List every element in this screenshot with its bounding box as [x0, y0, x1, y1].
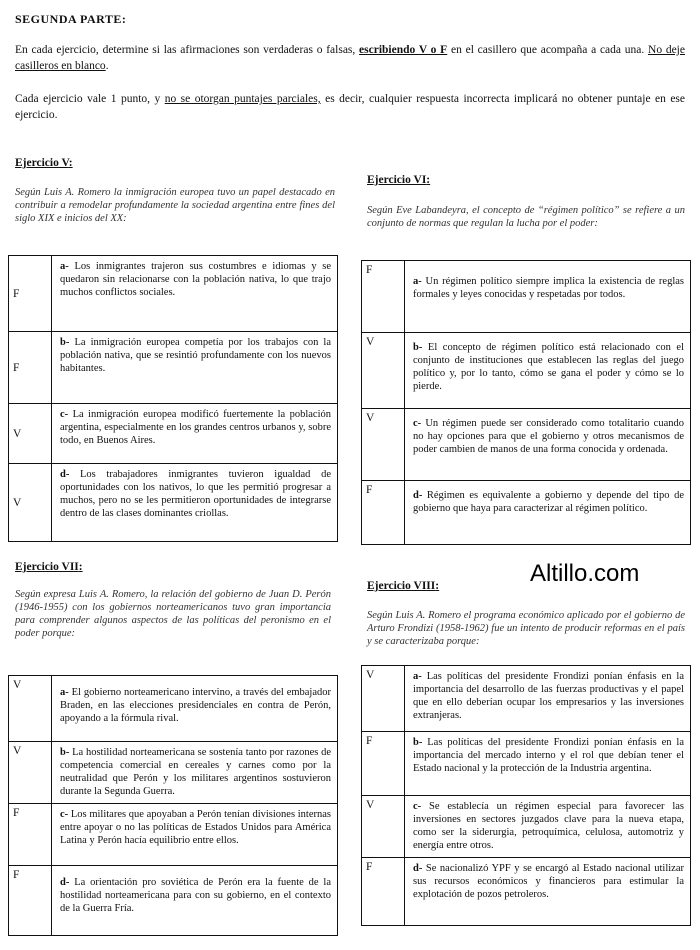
instr2-underlined: no se otorgan puntajes parciales, [164, 93, 321, 105]
statement-text: Los trabajadores inmigrantes tuvieron igualdad de oportunidades con los nativos, lo que les permitió progresar a muchos, pero no se les permitieron oportunidades de integrarse dentro de las clases dominantes criollas. [60, 469, 332, 519]
exercise-v-title-text: Ejercicio V [15, 157, 69, 169]
answer-box[interactable]: F [9, 332, 52, 404]
statement-letter: d- [60, 469, 70, 480]
statement-text: La inmigración europea competía por los trabajos con la población nativa, que se resintió profundamente con los nuevos habitantes. [60, 337, 332, 374]
answer-box[interactable]: V [9, 404, 52, 464]
answer-box[interactable]: F [9, 804, 52, 866]
statement [405, 333, 691, 409]
answer-box[interactable]: V [362, 796, 405, 858]
table-row [362, 409, 691, 481]
exercise-vi-title-text: Ejercicio VI [367, 174, 427, 186]
table-row [362, 481, 691, 545]
answer-box[interactable]: F [362, 858, 405, 926]
statement [405, 481, 691, 545]
exercise-v-description: Según Luis A. Romero la inmigración europea tuvo un papel destacado en contribuir a remodelar profundamente la sociedad argentina entre fines del siglo XIX e inicios del XX: [15, 187, 335, 224]
statement-text: Los inmigrantes trajeron sus costumbres e idiomas y se quedaron sin relacionarse con la población nativa, lo que trajo muchos conflictos sociales. [60, 261, 332, 298]
statement-letter: b- [60, 747, 70, 758]
table-row [362, 333, 691, 409]
statement [52, 256, 338, 332]
exercise-vi-title: Ejercicio VI: [367, 174, 431, 186]
statement-letter: a- [60, 687, 69, 698]
statement-text: Las políticas del presidente Frondizi ponían énfasis en la importancia del mercado interno y el rol que debían tener el Estado nacional y la protección de la Industria argentina. [413, 737, 684, 774]
statement-letter: b- [60, 337, 70, 348]
instr2-part-c: es decir, cualquier respuesta incorrecta implicará no obtener puntaje en ese ejercicio. [15, 93, 686, 121]
statement-text: La hostilidad norteamericana se sostenía tanto por razones de competencia comercial en cereales y carnes como por la neutralidad que Perón y los militares argentinos sostuvieron durante la Segunda Guerra. [60, 747, 332, 797]
statement [52, 464, 338, 542]
answer-box[interactable]: F [362, 261, 405, 333]
statement [405, 261, 691, 333]
instr1-underlined: No deje casilleros en blanco [15, 44, 685, 72]
statement-text: Los militares que apoyaban a Perón tenían divisiones internas entre apoyar o no las políticas de Estados Unidos para América Latina y Perón hacía equilibrio entre ellos. [60, 809, 331, 846]
exercise-vii-title-text: Ejercicio VII [15, 561, 79, 573]
statement-letter: c- [60, 409, 69, 420]
instr1-part-a: En cada ejercicio, determine si las afirmaciones son verdaderas o falsas, [15, 44, 360, 56]
answer-box[interactable]: F [362, 732, 405, 796]
exercise-viii-table [361, 665, 691, 926]
answer-box[interactable]: V [362, 666, 405, 732]
answer-box[interactable]: F [9, 256, 52, 332]
statement [52, 332, 338, 404]
statement-text: Se establecía un régimen especial para favorecer las inversiones en sectores juzgados clave para la nueva etapa, como ser la siderurgia, petroquímica, celulosa, automotriz y energía entre otros. [413, 801, 684, 851]
exercise-viii-description: Según Luis A. Romero el programa económico aplicado por el gobierno de Arturo Frondizi (1958-1962) fue un intento de producir reformas en el país y se caracterizaba porque: [367, 610, 685, 647]
statement-text: Las políticas del presidente Frondizi ponían énfasis en la importancia del desarrollo de las fuerzas productivas y el papel que en ello deberían ocupar los empresarios y las inversiones extranjeras. [413, 671, 684, 721]
statement [405, 732, 691, 796]
statement-text: Un régimen puede ser considerado como totalitario cuando no hay opciones para que el gobierno y otros mecanismos de poder cambien de manos de una forma conocida y ordenada. [413, 418, 685, 455]
table-row [9, 404, 338, 464]
statement [52, 804, 338, 866]
instr1-part-e: . [105, 60, 109, 72]
statement-letter: b- [413, 737, 423, 748]
answer-box[interactable]: V [9, 676, 52, 742]
instructions-paragraph-1 [15, 42, 685, 74]
answer-box[interactable]: F [362, 481, 405, 545]
table-row [9, 804, 338, 866]
instr1-part-c: en el casillero que acompaña a cada una. [447, 44, 649, 56]
table-row [362, 796, 691, 858]
answer-box[interactable]: V [362, 333, 405, 409]
exercise-viii-title-text: Ejercicio VIII [367, 580, 436, 592]
statement-letter: c- [413, 418, 422, 429]
table-row [9, 464, 338, 542]
table-row [9, 866, 338, 936]
statement-letter: c- [413, 801, 422, 812]
table-row [9, 332, 338, 404]
statement [52, 676, 338, 742]
table-row [362, 732, 691, 796]
statement-text: Se nacionalizó YPF y se encargó al Estado nacional utilizar sus recursos económicos y financieros para estimular la explotación de pozos petroleros. [413, 863, 684, 900]
statement-letter: d- [60, 877, 70, 888]
statement-letter: a- [60, 261, 69, 272]
statement-text: Un régimen político siempre implica la existencia de reglas formales y leyes conocidas y respetadas por todos. [413, 276, 684, 300]
exercise-vii-description: Según expresa Luis A. Romero, la relación del gobierno de Juan D. Perón (1946-1955) con los gobiernos norteamericanos tuvo gran importancia para comprender algunos aspectos de las políticas del peronismo en el poder porque: [15, 589, 331, 639]
statement [52, 404, 338, 464]
answer-box[interactable]: F [9, 866, 52, 936]
statement-text: El gobierno norteamericano intervino, a través del embajador Braden, en las elecciones presidenciales en contra de Perón, apoyando a la fórmula rival. [60, 687, 332, 724]
statement [405, 409, 691, 481]
statement-text: La inmigración europea modificó fuertemente la población argentina, especialmente en los grandes centros urbanos y, sobre todo, en Buenos Aires. [60, 409, 332, 446]
statement-letter: a- [413, 671, 422, 682]
statement-letter: c- [60, 809, 69, 820]
statement-text: Régimen es equivalente a gobierno y depende del tipo de gobierno que haya para caracterizar al régimen político. [413, 490, 684, 514]
table-row [362, 666, 691, 732]
instructions-paragraph-2 [15, 91, 685, 123]
answer-box[interactable]: V [9, 464, 52, 542]
exercise-vi-table [361, 260, 691, 545]
exercise-v-table [8, 255, 338, 542]
instr1-emphasis: escribiendo V o F [359, 44, 448, 56]
table-row [362, 858, 691, 926]
statement [405, 796, 691, 858]
statement-letter: a- [413, 276, 422, 287]
statement [52, 742, 338, 804]
statement [405, 858, 691, 926]
exercise-vi-description: Según Eve Labandeyra, el concepto de “régimen político” se refiere a un conjunto de normas que regulan la lucha por el poder: [367, 205, 685, 229]
table-row [362, 261, 691, 333]
statement [52, 866, 338, 936]
statement-letter: d- [413, 490, 423, 501]
statement-letter: b- [413, 342, 423, 353]
table-row [9, 256, 338, 332]
exercise-v-title: Ejercicio V: [15, 157, 73, 169]
statement-text: La orientación pro soviética de Perón era la fuente de la hostilidad norteamericana para con su gobierno, en el contexto de la Guerra Fría. [60, 877, 331, 914]
altillo-logo: Altillo.com [530, 560, 640, 587]
exercise-vii-title: Ejercicio VII: [15, 561, 83, 573]
section-title: SEGUNDA PARTE: [15, 12, 127, 26]
table-row [9, 676, 338, 742]
answer-box[interactable]: V [9, 742, 52, 804]
exercise-vii-table [8, 675, 338, 936]
table-row [9, 742, 338, 804]
answer-box[interactable]: V [362, 409, 405, 481]
exercise-viii-title: Ejercicio VIII: [367, 580, 440, 592]
instr2-part-a: Cada ejercicio vale 1 punto, y [15, 93, 165, 105]
statement [405, 666, 691, 732]
statement-letter: d- [413, 863, 423, 874]
statement-text: El concepto de régimen político está relacionado con el conjunto de instituciones que establecen las reglas del juego político y, por lo tanto, cómo se gana el poder y cómo se lo pierde. [413, 342, 685, 392]
